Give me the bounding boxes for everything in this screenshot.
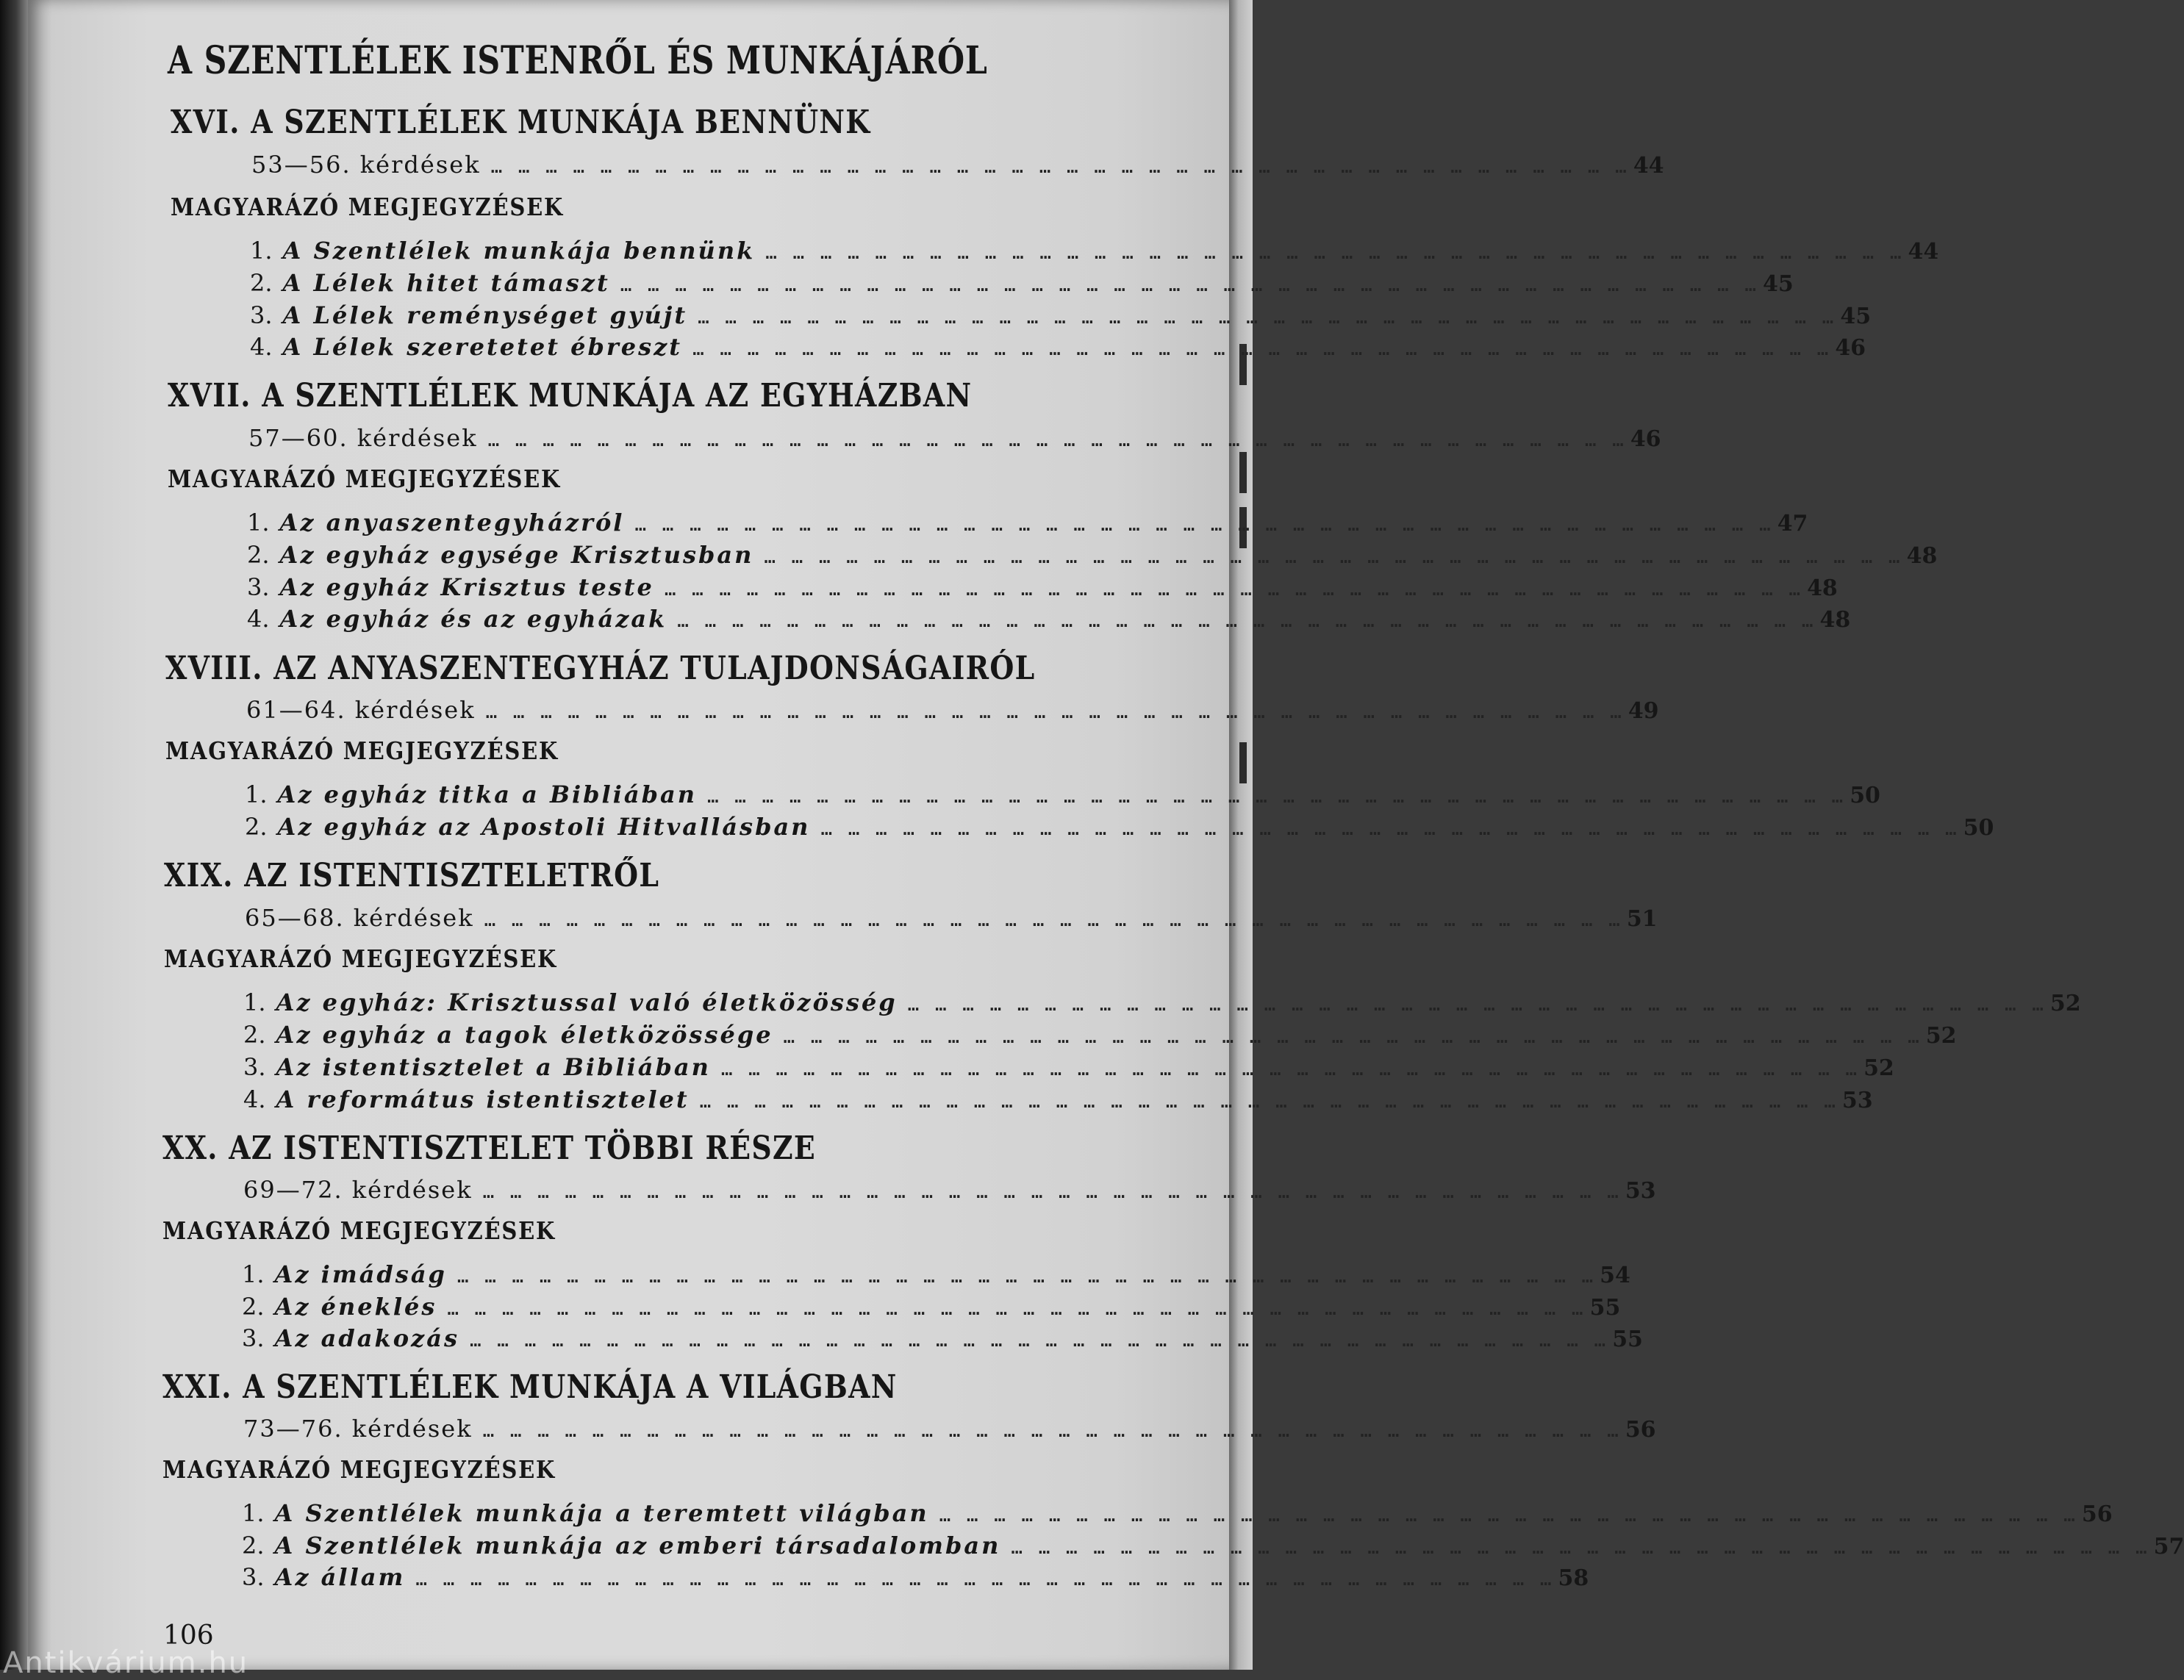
entry-page-number: 48 <box>1819 607 1851 633</box>
entry-label: Az egyház titka a Bibliában <box>277 780 697 808</box>
subsection-heading: MAGYARÁZÓ MEGJEGYZÉSEK <box>164 944 558 973</box>
leader-dots: … … … … … … … … … … … … … … … … … … … … … … … … … … … … … … … … … … … … … … … … … … <box>490 156 1629 178</box>
questions-entry <box>243 1415 1656 1444</box>
entry-page-number: 45 <box>1762 271 1794 297</box>
entry-page-number: 47 <box>1777 511 1808 536</box>
entry-page-number: 50 <box>1963 815 1994 841</box>
toc-entry <box>247 541 1938 570</box>
leader-dots: … … … … … … … … … … … … … … … … … … … … … … … … … … … … … … … … … … … … … … … … … … <box>415 1568 1554 1590</box>
toc-entry <box>247 573 1838 603</box>
questions-entry <box>251 151 1664 180</box>
toc-entry <box>250 301 1872 331</box>
item-number: 1. <box>250 237 273 265</box>
chapter-title: XVI. A SZENTLÉLEK MUNKÁJA BENNÜNK <box>171 104 871 141</box>
item-number: 3. <box>247 573 270 601</box>
entry-label: A Szentlélek munkája az emberi társadalomban <box>274 1532 1001 1559</box>
entry-label: A Szentlélek munkája a teremtett világban <box>274 1499 929 1527</box>
toc-entry <box>242 1293 1621 1322</box>
entry-label: Az egyház egysége Krisztusban <box>279 541 754 569</box>
entry-label: A Szentlélek munkája bennünk <box>282 237 756 265</box>
entry-label: 57—60. kérdések <box>248 424 478 452</box>
entry-label: Az egyház és az egyházak <box>279 605 667 633</box>
chapter-title: XIX. AZ ISTENTISZTELETRŐL <box>164 857 660 894</box>
entry-page-number: 56 <box>2081 1501 2113 1527</box>
page-title: A SZENTLÉLEK ISTENRŐL ÉS MUNKÁJÁRÓL <box>168 38 988 83</box>
leader-dots: … … … … … … … … … … … … … … … … … … … … … … … … … … … … … … … … … … … … … … … … … … <box>699 1091 1838 1113</box>
leader-dots: … … … … … … … … … … … … … … … … … … … … … … … … … … … … … … … … … … … … … … … … … … <box>939 1504 2077 1526</box>
subsection-heading: MAGYARÁZÓ MEGJEGYZÉSEK <box>168 464 562 493</box>
item-number: 1. <box>242 1499 265 1527</box>
leader-dots: … … … … … … … … … … … … … … … … … … … … … … … … … … … … … … … … … … … … … … … … … … <box>907 994 2046 1016</box>
leader-dots: … … … … … … … … … … … … … … … … … … … … … … … … … … … … … … … … … … … … … … … … … … <box>677 610 1816 632</box>
leader-dots: … … … … … … … … … … … … … … … … … … … … … … … … … … … … … … … … … … … … … … … … … … <box>482 1181 1621 1203</box>
chapter-title: XXI. A SZENTLÉLEK MUNKÁJA A VILÁGBAN <box>162 1368 898 1406</box>
entry-label: Az istentisztelet a Bibliában <box>276 1053 711 1081</box>
toc-entry <box>247 509 1808 538</box>
entry-label: A református istentisztelet <box>276 1085 690 1113</box>
entry-page-number: 46 <box>1630 426 1661 452</box>
entry-page-number: 53 <box>1841 1088 1873 1113</box>
toc-entry <box>243 988 2081 1018</box>
item-number: 3. <box>242 1563 265 1591</box>
item-number: 4. <box>250 333 273 361</box>
entry-label: A Lélek szeretetet ébreszt <box>282 333 683 361</box>
subsection-heading: MAGYARÁZÓ MEGJEGYZÉSEK <box>162 1216 556 1245</box>
entry-label: 65—68. kérdések <box>245 904 474 932</box>
entry-page-number: 44 <box>1633 153 1664 179</box>
leader-dots: … … … … … … … … … … … … … … … … … … … … … … … … … … … … … … … … … … … … … … … … … … <box>783 1026 1922 1048</box>
leader-dots: … … … … … … … … … … … … … … … … … … … … … … … … … … … … … … … … … … … … … … … … … … <box>634 514 1773 536</box>
entry-page-number: 58 <box>1558 1565 1589 1591</box>
entry-label: A Lélek reménységet gyújt <box>282 301 688 329</box>
item-number: 4. <box>243 1085 266 1113</box>
entry-page-number: 49 <box>1628 698 1659 724</box>
entry-label: 61—64. kérdések <box>246 696 476 724</box>
item-number: 2. <box>250 269 273 297</box>
leader-dots: … … … … … … … … … … … … … … … … … … … … … … … … … … … … … … … … … … … … … … … … … … <box>482 1420 1621 1442</box>
entry-label: 73—76. kérdések <box>243 1415 473 1443</box>
entry-label: A Lélek hitet támaszt <box>282 269 610 297</box>
leader-dots: … … … … … … … … … … … … … … … … … … … … … … … … … … … … … … … … … … … … … … … … … … <box>469 1329 1608 1351</box>
item-number: 3. <box>243 1053 266 1081</box>
leader-dots: … … … … … … … … … … … … … … … … … … … … … … … … … … … … … … … … … … … … … … … … … … <box>698 306 1836 329</box>
entry-label: Az egyház: Krisztussal való életközösség <box>276 988 898 1016</box>
subsection-heading: MAGYARÁZÓ MEGJEGYZÉSEK <box>162 1455 556 1484</box>
entry-page-number: 44 <box>1908 239 1939 265</box>
item-number: 2. <box>242 1293 265 1321</box>
entry-label: 69—72. kérdések <box>243 1176 473 1204</box>
item-number: 2. <box>243 1021 266 1049</box>
leader-dots: … … … … … … … … … … … … … … … … … … … … … … … … … … … … … … … … … … … … … … … … … … <box>706 786 1846 808</box>
entry-page-number: 56 <box>1625 1417 1656 1443</box>
leader-dots: … … … … … … … … … … … … … … … … … … … … … … … … … … … … … … … … … … … … … … … … … … <box>664 578 1803 600</box>
entry-page-number: 45 <box>1840 304 1872 329</box>
entry-label: Az éneklés <box>274 1293 437 1321</box>
page-number: 106 <box>163 1620 214 1651</box>
entry-label: Az egyház Krisztus teste <box>279 573 654 601</box>
item-number: 1. <box>243 988 266 1016</box>
questions-entry <box>243 1176 1656 1205</box>
watermark: Antikvárium.hu <box>3 1646 249 1680</box>
entry-page-number: 48 <box>1906 543 1938 569</box>
entry-page-number: 50 <box>1850 783 1880 808</box>
toc-entry <box>247 605 1851 634</box>
chapter-title: XVII. A SZENTLÉLEK MUNKÁJA AZ EGYHÁZBAN <box>168 377 973 414</box>
toc-entry <box>250 237 1939 266</box>
entry-page-number: 52 <box>1925 1023 1957 1049</box>
item-number: 2. <box>245 813 268 841</box>
toc-entry <box>243 1085 1873 1115</box>
entry-page-number: 52 <box>2049 991 2081 1016</box>
toc-entry <box>242 1260 1630 1290</box>
toc-entry <box>245 780 1880 810</box>
entry-page-number: 55 <box>1612 1327 1643 1352</box>
toc-entry <box>242 1563 1589 1593</box>
entry-label: 53—56. kérdések <box>251 151 481 179</box>
leader-dots: … … … … … … … … … … … … … … … … … … … … … … … … … … … … … … … … … … … … … … … … … … <box>692 338 1831 360</box>
leader-dots: … … … … … … … … … … … … … … … … … … … … … … … … … … … … … … … … … … … … … … … … … … <box>765 242 1904 264</box>
toc-entry <box>243 1021 1957 1050</box>
leader-dots: … … … … … … … … … … … … … … … … … … … … … … … … … … … … … … … … … … … … … … … … … … <box>487 429 1626 451</box>
entry-label: Az anyaszentegyházról <box>279 509 625 536</box>
leader-dots: … … … … … … … … … … … … … … … … … … … … … … … … … … … … … … … … … … … … … … … … … … <box>820 818 1959 840</box>
toc-entry <box>250 333 1866 362</box>
leader-dots: … … … … … … … … … … … … … … … … … … … … … … … … … … … … … … … … … … … … … … … … … … <box>457 1266 1596 1288</box>
item-number: 1. <box>245 780 268 808</box>
questions-entry <box>246 696 1659 725</box>
entry-label: Az adakozás <box>274 1324 459 1352</box>
entry-page-number: 57 <box>2153 1534 2184 1559</box>
entry-page-number: 53 <box>1625 1178 1656 1204</box>
leader-dots: … … … … … … … … … … … … … … … … … … … … … … … … … … … … … … … … … … … … … … … … … … <box>484 909 1622 931</box>
entry-page-number: 46 <box>1835 335 1866 361</box>
chapter-title: XVIII. AZ ANYASZENTEGYHÁZ TULAJDONSÁGAIRÓL <box>165 650 1036 687</box>
entry-label: Az egyház a tagok életközössége <box>276 1021 773 1049</box>
item-number: 2. <box>242 1532 265 1559</box>
toc-entry <box>242 1532 2184 1561</box>
entry-page-number: 52 <box>1863 1055 1894 1081</box>
entry-page-number: 51 <box>1626 906 1658 932</box>
questions-entry <box>248 424 1661 453</box>
entry-page-number: 55 <box>1589 1295 1621 1321</box>
item-number: 3. <box>242 1324 265 1352</box>
leader-dots: … … … … … … … … … … … … … … … … … … … … … … … … … … … … … … … … … … … … … … … … … … <box>620 274 1758 296</box>
subsection-heading: MAGYARÁZÓ MEGJEGYZÉSEK <box>165 736 559 765</box>
entry-page-number: 54 <box>1600 1263 1630 1288</box>
entry-label: Az egyház az Apostoli Hitvallásban <box>277 813 811 841</box>
leader-dots: … … … … … … … … … … … … … … … … … … … … … … … … … … … … … … … … … … … … … … … … … … <box>764 546 1902 568</box>
item-number: 4. <box>247 605 270 633</box>
chapter-title: XX. AZ ISTENTISZTELET TÖBBI RÉSZE <box>162 1130 817 1167</box>
subsection-heading: MAGYARÁZÓ MEGJEGYZÉSEK <box>171 193 565 221</box>
item-number: 3. <box>250 301 273 329</box>
item-number: 2. <box>247 541 270 569</box>
leader-dots: … … … … … … … … … … … … … … … … … … … … … … … … … … … … … … … … … … … … … … … … … … <box>447 1298 1586 1320</box>
questions-entry <box>245 904 1658 933</box>
entry-label: Az állam <box>274 1563 406 1591</box>
entry-page-number: 48 <box>1807 575 1838 601</box>
leader-dots: … … … … … … … … … … … … … … … … … … … … … … … … … … … … … … … … … … … … … … … … … … <box>1011 1537 2149 1559</box>
toc-entry <box>243 1053 1894 1083</box>
toc-entry <box>250 269 1794 298</box>
item-number: 1. <box>247 509 270 536</box>
leader-dots: … … … … … … … … … … … … … … … … … … … … … … … … … … … … … … … … … … … … … … … … … … <box>720 1058 1860 1080</box>
toc-entry <box>245 813 1994 842</box>
toc-entry <box>242 1499 2113 1529</box>
leader-dots: … … … … … … … … … … … … … … … … … … … … … … … … … … … … … … … … … … … … … … … … … … <box>485 701 1624 723</box>
toc-entry <box>242 1324 1643 1354</box>
entry-label: Az imádság <box>274 1260 447 1288</box>
item-number: 1. <box>242 1260 265 1288</box>
